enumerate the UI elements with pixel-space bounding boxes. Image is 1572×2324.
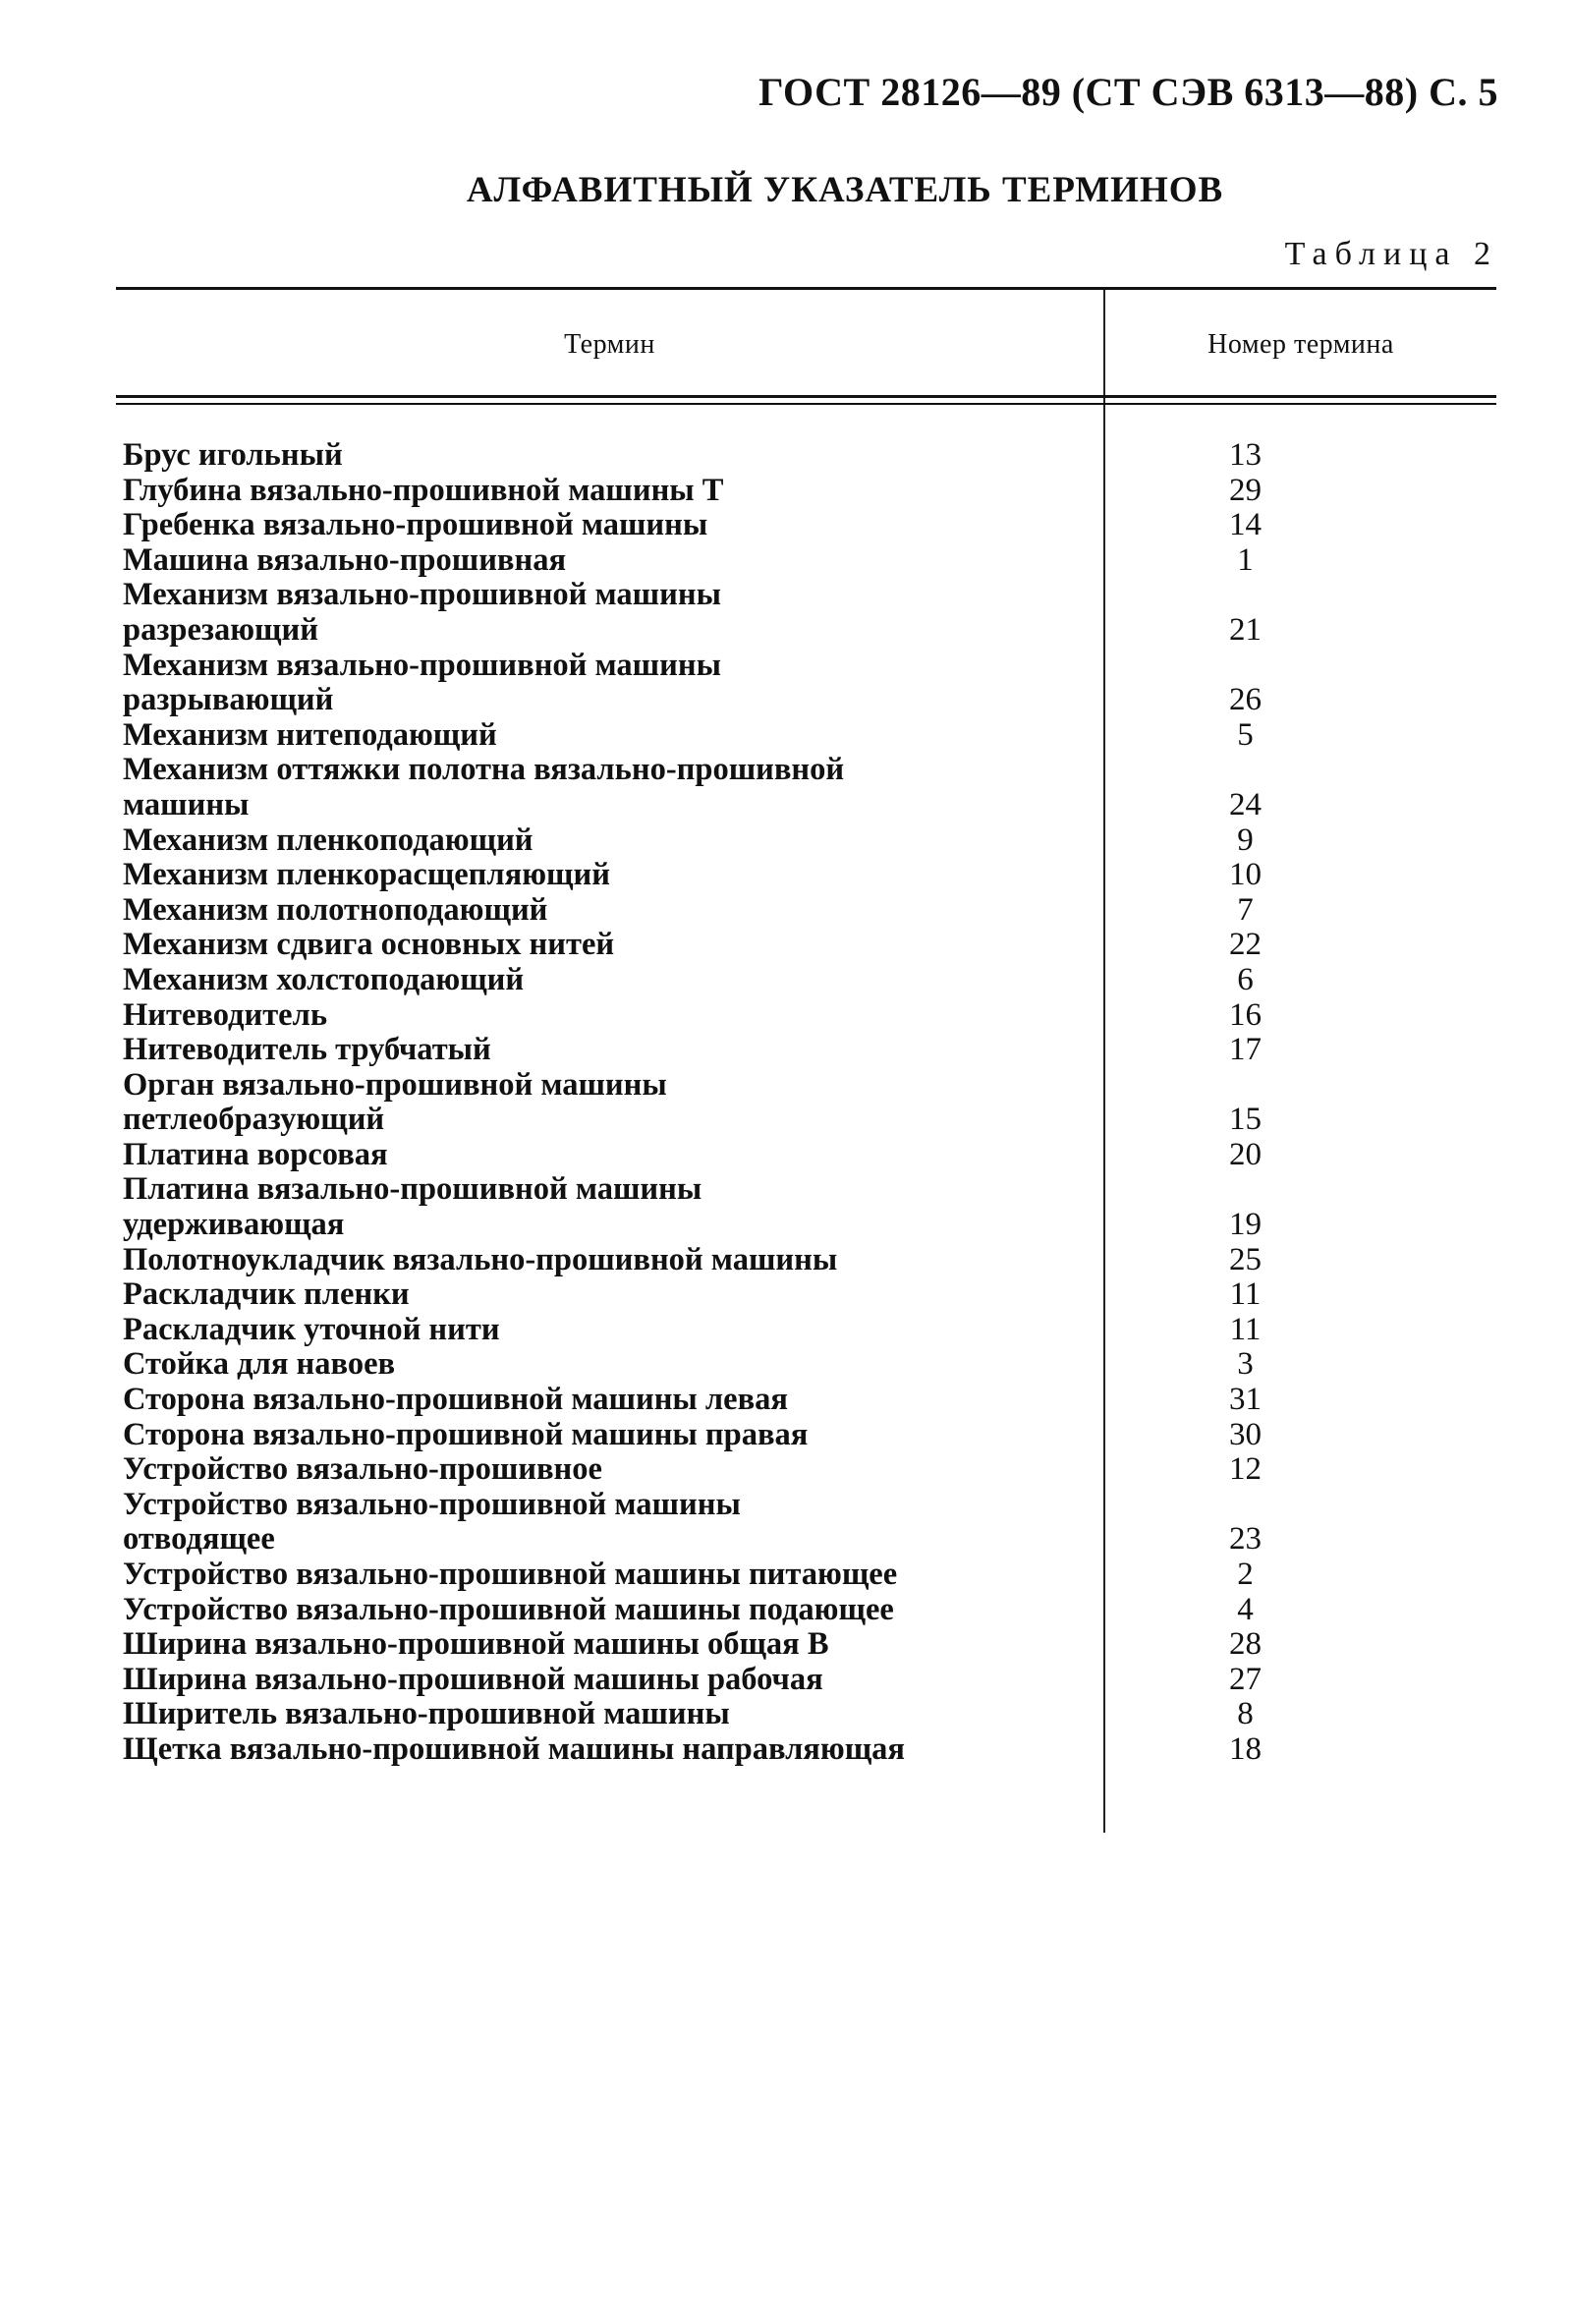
table-row-content <box>123 1732 1498 1768</box>
term-number-cell: 8 <box>1237 1696 1254 1732</box>
term-number-cell: 19 <box>1229 1207 1262 1243</box>
term-cell: Механизм нитеподающий <box>123 716 497 753</box>
table-row-content <box>123 753 1498 788</box>
terms-table-body <box>123 438 1498 1768</box>
table-row-content <box>123 1347 1498 1383</box>
table-row <box>123 718 1498 754</box>
table-row-content <box>123 1172 1498 1208</box>
table-row <box>123 1452 1498 1488</box>
term-number-cell: 14 <box>1229 507 1262 543</box>
table-row <box>123 1313 1498 1348</box>
table-row-content <box>123 1277 1498 1313</box>
table-row-content <box>123 1488 1498 1523</box>
term-number-cell: 17 <box>1229 1032 1262 1068</box>
term-cell: Механизм вязально-прошивной машины <box>123 647 721 683</box>
table-row-content <box>123 928 1498 963</box>
table-row-content <box>123 963 1498 998</box>
table-row-content <box>123 1522 1498 1558</box>
term-number-cell: 23 <box>1229 1521 1262 1558</box>
table-row-content <box>123 1033 1498 1068</box>
table-row-content <box>123 649 1498 684</box>
term-number-cell: 21 <box>1229 611 1262 648</box>
term-number-cell: 18 <box>1229 1730 1262 1767</box>
table-row-content <box>123 474 1498 509</box>
page-header: ГОСТ 28126—89 (СТ СЭВ 6313—88) С. 5 <box>758 70 1498 114</box>
term-number-cell: 5 <box>1237 716 1254 753</box>
table-row <box>123 1277 1498 1313</box>
table-row-content <box>123 1243 1498 1278</box>
term-number-cell: 13 <box>1229 437 1262 473</box>
header-bottom-rule-secondary <box>116 403 1496 405</box>
term-number-cell: 11 <box>1229 1311 1262 1347</box>
table-row <box>123 649 1498 684</box>
term-cell: Устройство вязально-прошивное <box>123 1451 602 1488</box>
term-number-cell: 6 <box>1237 961 1254 997</box>
table-row <box>123 1347 1498 1383</box>
table-top-rule <box>116 287 1496 290</box>
term-cell: Полотноукладчик вязально-прошивной машины <box>123 1241 838 1277</box>
table-row <box>123 438 1498 474</box>
table-row <box>123 1138 1498 1173</box>
term-cell: Сторона вязально-прошивной машины левая <box>123 1382 788 1418</box>
term-cell: Щетка вязально-прошивной машины направляющая <box>123 1730 905 1767</box>
table-row <box>123 963 1498 998</box>
term-cell: Раскладчик пленки <box>123 1276 410 1313</box>
column-header-term: Термин <box>564 329 655 360</box>
table-row <box>123 1522 1498 1558</box>
table-row-content <box>123 683 1498 718</box>
term-number-cell: 1 <box>1237 541 1254 578</box>
table-row <box>123 1558 1498 1593</box>
table-row-content <box>123 438 1498 474</box>
term-cell: разрывающий <box>123 682 334 718</box>
column-header-number: Номер термина <box>1207 329 1394 360</box>
term-number-cell: 30 <box>1229 1416 1262 1452</box>
table-row <box>123 613 1498 649</box>
table-row <box>123 1593 1498 1628</box>
term-number-cell: 9 <box>1237 822 1254 858</box>
term-number-cell: 25 <box>1229 1241 1262 1277</box>
table-row-content <box>123 1418 1498 1453</box>
term-cell: петлеобразующий <box>123 1102 385 1138</box>
table-row-content <box>123 1663 1498 1698</box>
index-title: АЛФАВИТНЫЙ УКАЗАТЕЛЬ ТЕРМИНОВ <box>466 170 1224 210</box>
table-row-content <box>123 1452 1498 1488</box>
term-number-cell: 10 <box>1229 857 1262 893</box>
term-cell: Глубина вязально-прошивной машины T <box>123 472 724 508</box>
term-cell: Механизм вязально-прошивной машины <box>123 577 721 613</box>
term-number-cell: 28 <box>1229 1626 1262 1663</box>
term-cell: Машина вязально-прошивная <box>123 541 567 578</box>
term-number-cell: 22 <box>1229 927 1262 963</box>
table-row <box>123 578 1498 613</box>
term-cell: Орган вязально-прошивной машины <box>123 1066 667 1103</box>
term-cell: Механизм оттяжки полотна вязально-прошивной <box>123 752 845 788</box>
term-number-cell: 11 <box>1229 1276 1262 1313</box>
term-cell: Гребенка вязально-прошивной машины <box>123 507 708 543</box>
table-row <box>123 788 1498 823</box>
table-row <box>123 1418 1498 1453</box>
term-cell: Платина ворсовая <box>123 1136 388 1172</box>
table-row-content <box>123 1627 1498 1663</box>
term-cell: Стойка для навоев <box>123 1346 396 1383</box>
header-bottom-rule <box>116 395 1496 398</box>
term-cell: Ширина вязально-прошивной машины общая B <box>123 1626 829 1663</box>
table-row-content <box>123 1068 1498 1104</box>
table-row-content <box>123 1383 1498 1418</box>
term-number-cell: 4 <box>1237 1591 1254 1627</box>
table-row-content <box>123 718 1498 754</box>
table-row-content <box>123 858 1498 893</box>
table-row-content <box>123 508 1498 543</box>
table-row <box>123 928 1498 963</box>
table-row <box>123 1208 1498 1243</box>
table-row-content <box>123 893 1498 929</box>
term-cell: Устройство вязально-прошивной машины питающее <box>123 1557 898 1592</box>
table-row-content <box>123 1558 1498 1593</box>
term-number-cell: 20 <box>1229 1136 1262 1172</box>
table-row-content <box>123 1103 1498 1138</box>
table-row-content <box>123 823 1498 859</box>
term-cell: Нитеводитель трубчатый <box>123 1032 491 1068</box>
term-number-cell: 12 <box>1229 1451 1262 1488</box>
table-row <box>123 1488 1498 1523</box>
term-cell: Ширитель вязально-прошивной машины <box>123 1696 730 1732</box>
table-row <box>123 1627 1498 1663</box>
term-cell: Механизм пленкоподающий <box>123 822 533 858</box>
table-row <box>123 823 1498 859</box>
table-row <box>123 1068 1498 1104</box>
table-row-content <box>123 1593 1498 1628</box>
term-cell: Механизм полотноподающий <box>123 891 548 928</box>
term-number-cell: 16 <box>1229 996 1262 1033</box>
term-cell: Сторона вязально-прошивной машины правая <box>123 1416 809 1452</box>
term-cell: Раскладчик уточной нити <box>123 1311 500 1347</box>
table-row-content <box>123 1208 1498 1243</box>
table-row <box>123 1103 1498 1138</box>
table-row <box>123 893 1498 929</box>
term-cell: разрезающий <box>123 611 318 648</box>
term-number-cell: 29 <box>1229 472 1262 508</box>
term-number-cell: 7 <box>1237 891 1254 928</box>
table-row <box>123 858 1498 893</box>
table-row <box>123 474 1498 509</box>
term-cell: Нитеводитель <box>123 996 328 1033</box>
table-row-content <box>123 543 1498 579</box>
table-row <box>123 683 1498 718</box>
term-number-cell: 26 <box>1229 682 1262 718</box>
table-row-content <box>123 998 1498 1034</box>
term-number-cell: 3 <box>1237 1346 1254 1383</box>
table-row <box>123 1383 1498 1418</box>
table-row <box>123 1033 1498 1068</box>
term-cell: Устройство вязально-прошивной машины <box>123 1486 741 1522</box>
term-cell: отводящее <box>123 1521 275 1558</box>
term-cell: Платина вязально-прошивной машины <box>123 1171 702 1208</box>
term-cell: Механизм сдвига основных нитей <box>123 927 615 963</box>
term-cell: Механизм холстоподающий <box>123 961 525 997</box>
term-cell: Ширина вязально-прошивной машины рабочая <box>123 1661 823 1697</box>
term-cell: Механизм пленкорасщепляющий <box>123 857 610 893</box>
table-row <box>123 543 1498 579</box>
term-number-cell: 2 <box>1237 1557 1254 1592</box>
table-row-content <box>123 1138 1498 1173</box>
table-row <box>123 998 1498 1034</box>
table-row-content <box>123 788 1498 823</box>
table-row-content <box>123 578 1498 613</box>
table-row <box>123 1732 1498 1768</box>
term-cell: Брус игольный <box>123 437 343 473</box>
term-cell: удерживающая <box>123 1207 345 1243</box>
table-row-content <box>123 1313 1498 1348</box>
term-number-cell: 24 <box>1229 786 1262 822</box>
term-cell: машины <box>123 786 250 822</box>
table-row <box>123 1243 1498 1278</box>
table-row <box>123 753 1498 788</box>
table-row <box>123 1663 1498 1698</box>
term-number-cell: 27 <box>1229 1661 1262 1697</box>
table-row <box>123 1697 1498 1732</box>
table-row-content <box>123 613 1498 649</box>
term-number-cell: 15 <box>1229 1102 1262 1138</box>
table-row-content <box>123 1697 1498 1732</box>
table-caption: Таблица 2 <box>1284 236 1498 272</box>
table-row <box>123 1172 1498 1208</box>
table-row <box>123 508 1498 543</box>
term-cell: Устройство вязально-прошивной машины подающее <box>123 1591 894 1627</box>
term-number-cell: 31 <box>1229 1382 1262 1418</box>
